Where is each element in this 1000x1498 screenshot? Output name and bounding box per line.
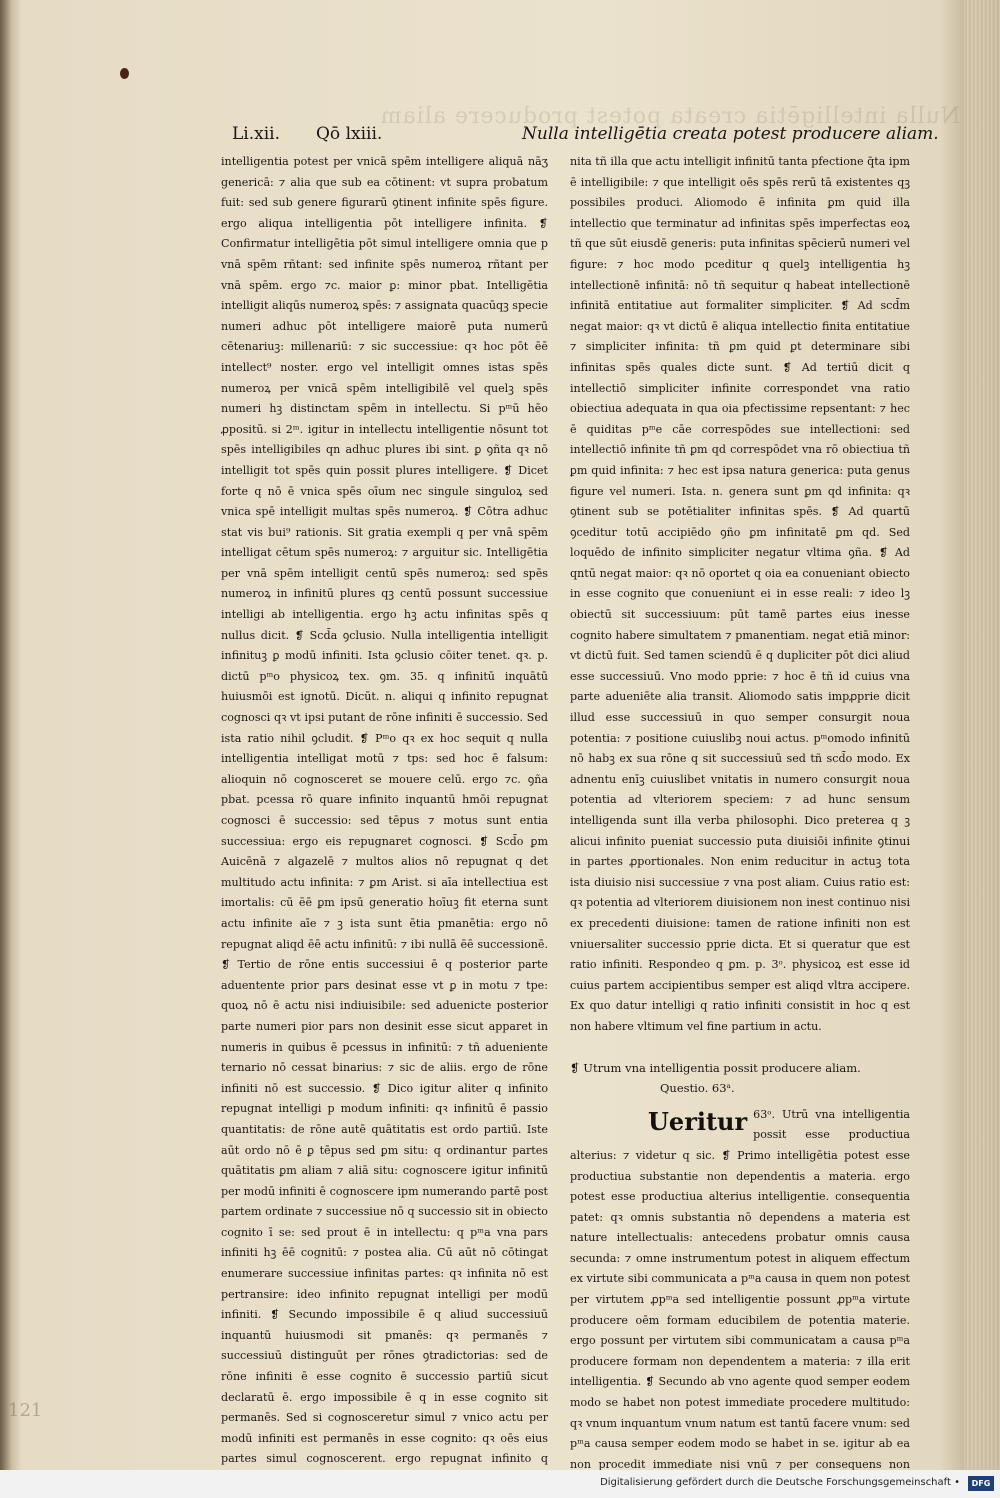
page-title: Nulla intelligētia creata potest producere aliam. — [522, 124, 939, 144]
question-number: Qō lxiii. — [316, 124, 383, 144]
quaestio-text: 63ᵒ. Utrū vna intelligentia possit esse productiua alterius: ⁊ videtur q sic. ❡ Primo intelligētia potest esse productiua substantie non dependentis a materia. ergo potest esse productiua alterius intelligentie. consequentia patet: qꝛ omnis substantia nō dependens a materia est nature intellectualis: antecedens probatur omnis causa secunda: ⁊ omne instrumentum potest in aliquem effectum ex virtute sibi communicata a pᵐa causa in quem non potest per virtutem ꝓpᵐa sed intelligentie possunt ꝓpᵐa virtute producere oēm formam educibilem de potentia materie. ergo possunt per virtutem sibi communicatam a causa pᵐa producere formam non dependentem a materia: ⁊ illa erit intelligentia. ❡ Secundo ab vno agente quod semper eodem modo se habet non potest immediate procedere multitudo: qꝛ vnum inquantum vnum natum est tantū facere vnum: sed pᵐa causa semper eodem modo se habet in se. igitur ab ea non procedit immediate nisi vnū ⁊ per consequens non — [570, 1107, 910, 1470]
quaestio-opening — [570, 1105, 910, 1470]
page-edge — [964, 0, 1000, 1470]
ink-blot — [120, 68, 129, 79]
running-head — [232, 124, 939, 154]
right-column — [570, 152, 910, 1470]
quaestio-label: Questio. 63ᵃ. — [660, 1081, 735, 1096]
funding-note: Digitalisierung gefördert durch die Deutsche Forschungsgemeinschaft • — [600, 1477, 960, 1488]
quaestio-title: ❡ Utrum vna intelligentia possit producere aliam. — [570, 1060, 861, 1075]
left-column — [221, 152, 548, 1470]
footer-bar — [0, 1470, 1000, 1498]
initial-word: Ueritur — [648, 1106, 748, 1136]
quaestio-heading — [570, 1058, 910, 1099]
show-through-text: Nulla intelligētia creata potest producere aliam — [379, 104, 960, 128]
pencil-mark: 121 — [8, 1400, 43, 1421]
right-column-text: nita tñ illa que actu intelligit infinitū tanta pfectione q̄ta ipm ē intelligibile: ⁊ que intelligit oēs spēs rerū tā existentes qꝫ possibiles produci. Aliomodo ē infinita ꝑm quid illa intellectio que terminatur ad infinitas spēs imperfectas eoꝝ tñ que sūt eiusdē generis: puta infinitas spēcierū numeri vel figure: ⁊ hoc modo pceditur q quelꝫ intelligentia hꝫ intellectionē infinitā: nō tñ sequitur q habeat intellectionē infinitā entitatiue aut formaliter simpliciter. ❡ Ad scd̄m negat maior: qꝛ vt dictū ē aliqua intellectio finita entitatiue ⁊ simpliciter infinita: tñ ꝑm quid ꝑt determinare sibi infinitas spēs quales dicte sunt. ❡ Ad tertiū dicit q intellectiō simpliciter infinite correspondet vna ratio obiectiua adequata in qua oia pfectissime repsentant: ⁊ hec ē quiditas pᵐe cāe correspōdes sue intellectioni: sed intellectiō infinite tñ ꝑm qd correspōdet vna rō obiectiua tñ ꝑm quid infinita: ⁊ hec est ipsa natura generica: puta genus figure vel numeri. Ista. n. genera sunt ꝑm qd infinita: qꝛ ꝯtinent sub se potētialiter infinitas spēs. ❡ Ad quartū ꝯceditur totū accipiēdo ꝯño ꝑm infinitatē ꝑm qd. Sed loquēdo de infinito simpliciter negatur vltima ꝯña. ❡ Ad qntū negat maior: qꝛ nō oportet q oia ea conueniant obiecto in esse cognito que conueniunt ei in esse reali: ⁊ ideo lꝫ obiectū sit successiuum: pūt tamē partes eius inesse cognito habere simultatem ⁊ pmanentiam. negat etiā minor: vt dictū fuit. Sed tamen sciendū ē q dupliciter pōt dici aliud esse successiuū. Vno modo pprie: ⁊ hoc ē tñ id cuius vna parte adueniēte alia transit. Aliomodo satis impꝓprie dicit illud esse successiuū in quo semper consurgit noua potentia: ⁊ positione cuiuslibꝫ noui actus. pᵐomodo infinitū nō habꝫ ex sua rōne q sit successiuū sed tñ scd̄o modo. Ex adnentu enīꝫ cuiuslibet vnitatis in numero consurgit noua potentia ad vlteriorem speciem: ⁊ ad hunc sensum intelligenda sunt illa verba philosophi. Dico preterea q ꝫ alicui infinito pueniat successio puta diuisiōi infinite ꝯtinui in partes ꝓportionales. Non enim reducitur in actuꝫ tota ista diuisio nisi successiue ⁊ vna post aliam. Cuius ratio est: qꝛ potentia ad vlteriorem diuisionem non inest continuo nisi ex precedenti diuisione: tamen de ratione infiniti non est vniuersaliter successio pprie dicta. Et si queratur que est ratio infiniti. Respondeo q ꝑm. p. 3ᵒ. physicoꝝ est esse id cuius partem accipientibus semper est aliqd vltra accipere. Ex quo datur intelligi q ratio infiniti consistit in hoc q est non habere vltimum vel fine partium in actu. — [570, 155, 911, 1033]
folio-number: Li.xii. — [232, 124, 280, 144]
dfg-logo-icon: DFG — [968, 1476, 994, 1491]
left-column-text: intelligentia potest per vnicā spēm intelligere aliquā nāʒ genericā: ⁊ alia que sub ea cōtinent: vt supra probatum fuit: sed sub genere figurarū ꝯtinent infinite spēs figure. ergo aliqua intelligentia pōt intelligere infinita. ❡ Confirmatur intelligētia pōt simul intelligere omnia que p vnā spēm rñtant: sed infinite spēs numeroꝝ rñtant per vnā spēm. ergo ⁊c. maior ꝑ: minor pbat. Intelligētia intelligit aliqūs numeroꝝ spēs: ⁊ assignata quacūqꝫ specie numeri adhuc pōt intelligere maiorē puta numerū cētenariuꝫ: millenariū: ⁊ sic successiue: qꝛ hoc pōt ēē intellect⁹ noster. ergo vel intelligit omnes istas spēs numeroꝝ per vnicā spēm intelligibilē vel quelꝫ spēs numeri hꝫ distinctam spēm in intellectu. Si pᵐū hēo ꝓpositū. si 2ᵐ. igitur in intellectu intelligentie nōsunt tot spēs intelligibiles qn adhuc plures ibi sint. ꝑ ꝯñta qꝛ nō intelligit tot spēs quin possit plures intelligere. ❡ Dicet forte q nō ē vnica spēs oīum nec singule singuloꝝ sed vnica spē intelligit multas spēs numeroꝝ. ❡ Cōtra adhuc stat vis bui⁹ rationis. Sit gratia exempli q per vnā spēm intelligat cētum spēs numeroꝝ: ⁊ arguitur sic. Intelligētia per vnā spēm intelligit centū spēs numeroꝝ: sed spēs numeroꝝ in infinitū plures qꝫ centū possunt successiue intelligi ab intelligentia. ergo hꝫ actu infinitas spēs q nullus dicit. ❡ Scd̄a ꝯclusio. Nulla intelligentia intelligit infinituꝫ ꝑ modū infiniti. Ista ꝯclusio cōiter tenet. qꝛ. p. dictū pᵐo physicoꝝ tex. ꝯm. 35. q infinitū inquātū huiusmōi est ignotū. Dicūt. n. aliqui q infinito repugnat cognosci qꝛ vt ipsi putant de rōne infiniti ē successio. Sed ista ratio nihil ꝯcludit. ❡ Pᵐo qꝛ ex hoc sequit q nulla intelligentia intelligat motū ⁊ tps: sed hoc ē falsum: alioquin nō cognosceret se mouere celū. ergo ⁊c. ꝯña pbat. pcessa rō quare infinito inquantū hmōi repugnat cognosci ē successio: sed tēpus ⁊ motus sunt entia successiua: ergo eis repugnaret cognosci. ❡ Scd̄o ꝑm Auicēnā ⁊ algazelē ⁊ multos alios nō repugnat q det multitudo actu infinita: ⁊ ꝑm Arist. si aīa intellectiua est imortalis: cū ēē ꝑm ipsū generatio hoīuꝫ fit eterna sunt actu infinite aīe ⁊ ꝫ ista sunt ētia pmanētia: ergo nō repugnat aliqd ēē actu infinitū: ⁊ ibi nullā ēē successionē. ❡ Tertio de rōne entis successiui ē q posterior parte aduentente prior pars desinat esse vt ꝑ in motu ⁊ tpe: quoꝝ nō ē actu nisi indiuisibile: sed aduenicte posterior parte numeri pior pars non desinit esse sicut apparet in numeris in quibus ē pcessus in infinitū: ⁊ tñ adueniente ternario nō cessat binarius: ⁊ sic de aliis. ergo de rōne infiniti nō est successio. ❡ Dico igitur aliter q infinito repugnat intelligi p modum infiniti: qꝛ infinitū ē passio quantitatis: de rōne autē quātitatis est ordo partiū. Iste aūt ordo nō ē ꝑ tēpus sed ꝑm situ: q ordinantur partes quātitatis ꝑm aliam ⁊ aliā situ: cognoscere igitur infinitū per modū infiniti ē cognoscere ipm numerando partē post partem ordinate ⁊ successiue nō q successio sit in obiecto cognito ī se: sed prout ē in intellectu: q pᵐa vna pars infiniti hꝫ ēē cognitū: ⁊ postea alia. Cū aūt nō cōtingat enumerare successiue infinitas partes: qꝛ infinita nō est pertransire: ideo infinito repugnat intelligi per modū infiniti. ❡ Secundo impossibile ē q aliud successiuū inquantū huiusmodi sit pmanēs: qꝛ permanēs ⁊ successiuū distinguūt per rōnes ꝯtradictorias: sed de rōne infiniti ē esse cognito ē successio partiū sicut declaratū ē. ergo impossibile ē q in esse cognito sit permanēs. Sed si cognosceretur simul ⁊ vnico actu per modū infiniti est permanēs in esse cognito: qꝛ oēs eius partes simul cognoscerent. ergo repugnat infinito q — [221, 155, 548, 1466]
